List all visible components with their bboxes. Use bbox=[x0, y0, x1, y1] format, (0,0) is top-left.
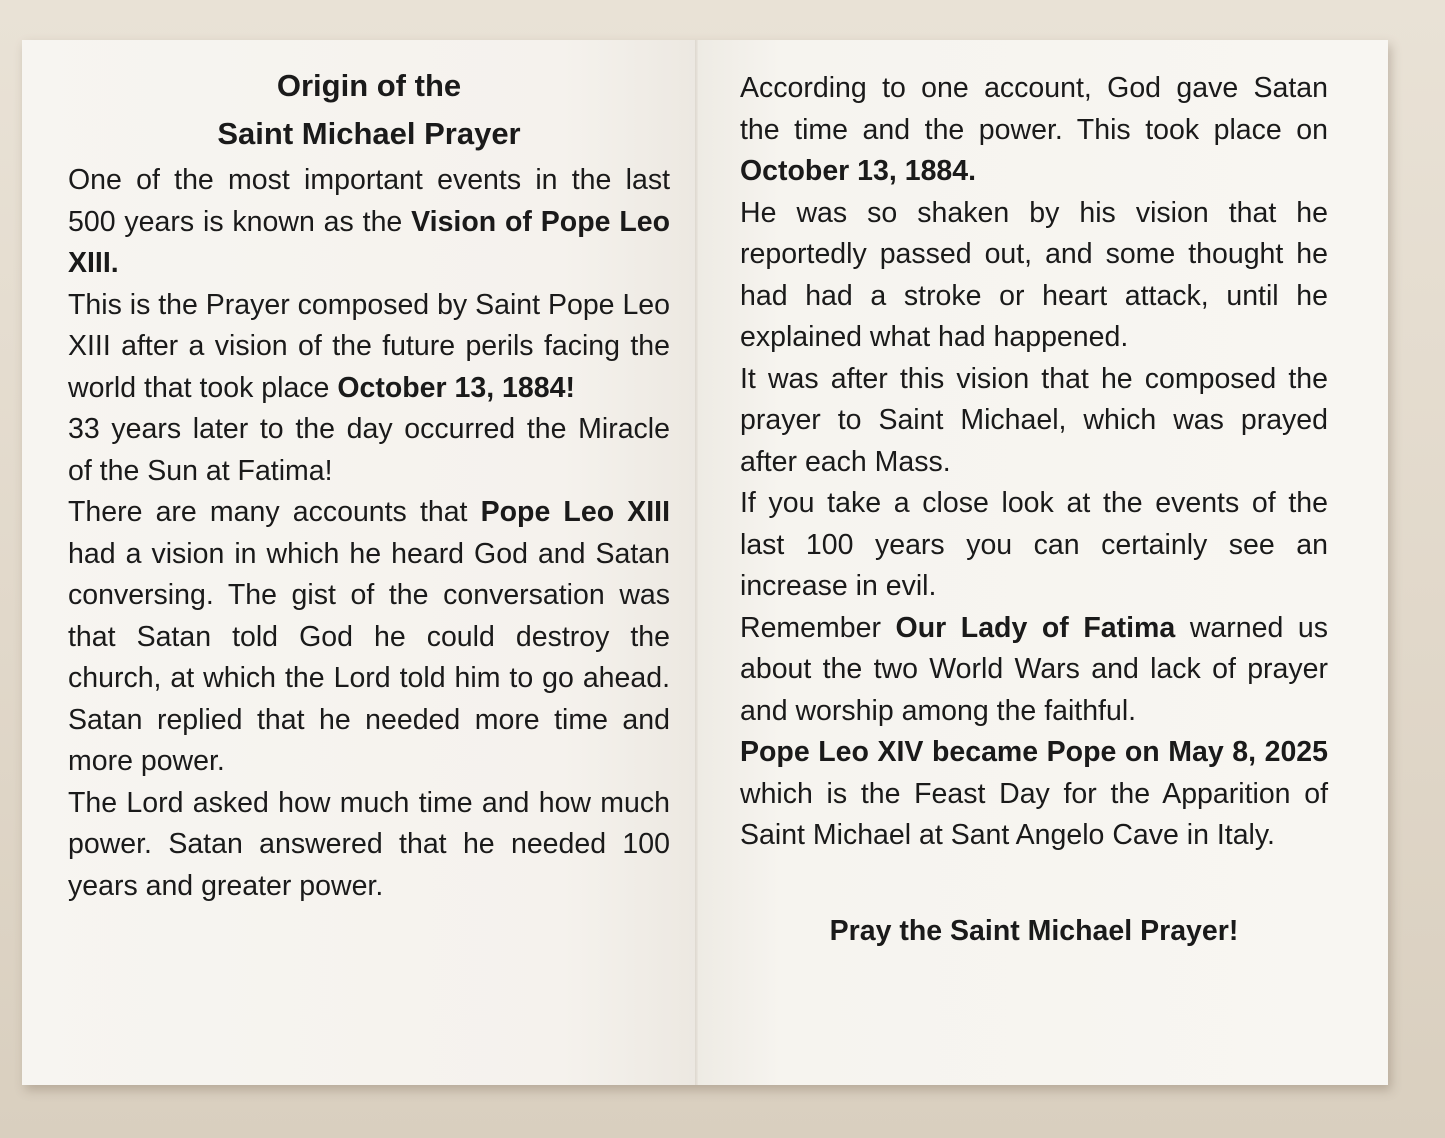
right-panel bbox=[698, 40, 1388, 1085]
card-title bbox=[68, 62, 670, 158]
bold-text: Pope Leo XIV became Pope on May 8, 2025 bbox=[740, 736, 1328, 768]
bold-date: October 13, 1884. bbox=[740, 155, 977, 187]
closing-line: Pray the Saint Michael Prayer! bbox=[829, 914, 1239, 947]
paragraph-fatima: 33 years later to the day occurred the Miracle of the Sun at Fatima! bbox=[68, 413, 670, 487]
paragraph-our-lady bbox=[740, 608, 1328, 733]
text: had a vision in which he heard God and Satan conversing. The gist of the conversation was that Satan told God he could destroy the church, at which the Lord told him to go ahead. Satan replied that he needed more time and more power. bbox=[68, 537, 670, 777]
paragraph-lord-asked: The Lord asked how much time and how much power. Satan answered that he needed 100 years and greater power. bbox=[68, 786, 670, 902]
bold-text: Pope Leo XIII bbox=[480, 496, 671, 528]
left-panel bbox=[22, 40, 698, 1085]
text: According to one account, God gave Satan the time and the power. This took place on bbox=[740, 72, 1328, 146]
text: There are many accounts that bbox=[68, 496, 481, 528]
paragraph-prayer-composed bbox=[68, 285, 670, 410]
paragraph-composed: It was after this vision that he composed the prayer to Saint Michael, which was prayed after each Mass. bbox=[740, 362, 1328, 478]
paragraph-accounts bbox=[68, 492, 670, 783]
bold-date: October 13, 1884! bbox=[337, 371, 575, 404]
paragraph-vision-intro bbox=[68, 160, 670, 285]
text: One of the most important events in the last 500 years is known as the bbox=[68, 164, 670, 238]
title-line-1: Origin of the bbox=[276, 68, 462, 103]
text: warned us about the two World Wars and lack of prayer and worship among the faithful. bbox=[740, 611, 1328, 727]
title-line-2: Saint Michael Prayer bbox=[217, 116, 521, 151]
paragraph-events: If you take a close look at the events of the last 100 years you can certainly see an increase in evil. bbox=[740, 487, 1328, 602]
text: which is the Feast Day for the Apparition of Saint Michael at Sant Angelo Cave in Italy. bbox=[740, 777, 1328, 851]
paragraph-pope-leo-xiv bbox=[740, 732, 1328, 857]
bold-text: Vision of Pope Leo XIII. bbox=[68, 205, 671, 279]
paragraph-account bbox=[740, 68, 1328, 193]
text: Remember bbox=[740, 611, 896, 644]
text: This is the Prayer composed by Saint Pope Leo XIII after a vision of the future perils facing the world that took place bbox=[68, 288, 670, 404]
bold-text: Our Lady of Fatima bbox=[895, 611, 1176, 644]
prayer-card bbox=[22, 40, 1388, 1085]
paragraph-shaken: He was so shaken by his vision that he reportedly passed out, and some thought he had had a stroke or heart attack, until he explained what had happened. bbox=[740, 196, 1328, 353]
